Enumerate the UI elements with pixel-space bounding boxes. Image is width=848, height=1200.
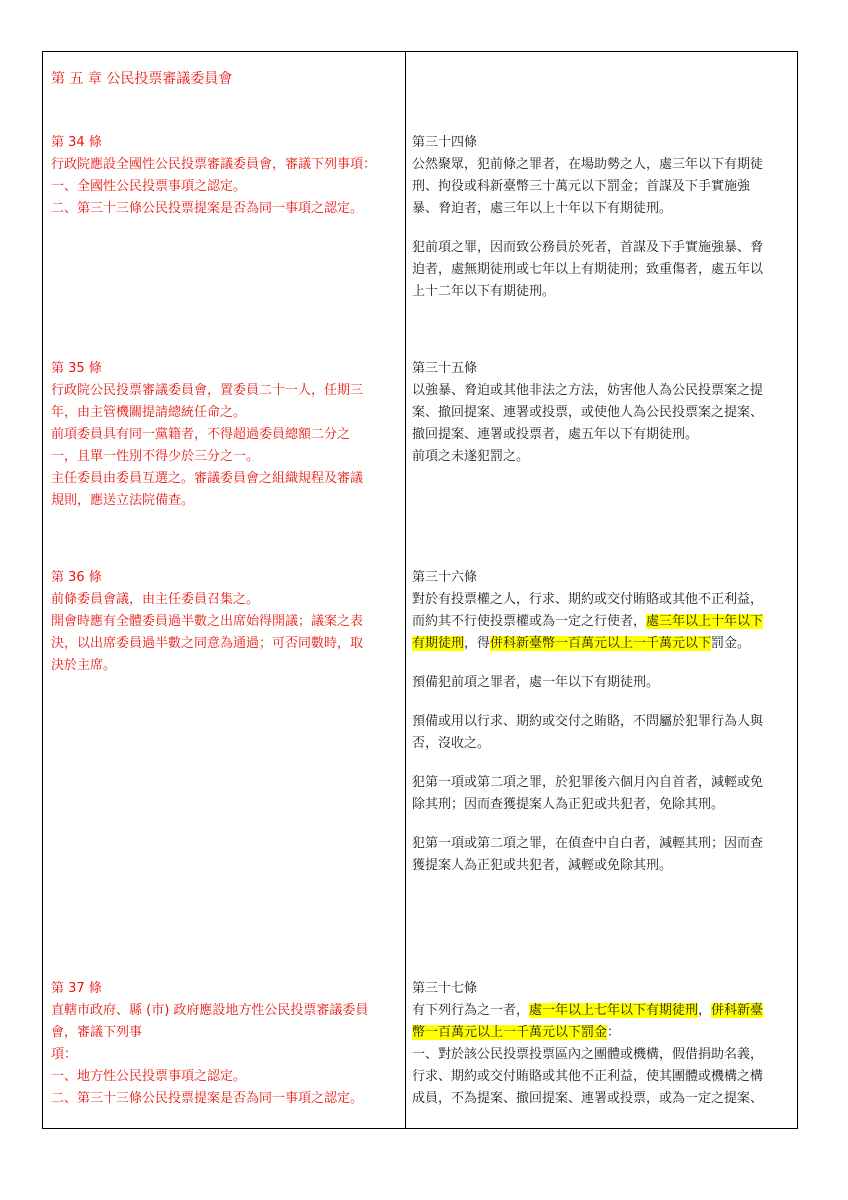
article-line: 會，審議下列事 (51, 1025, 143, 1040)
article-line: 犯第一項或第二項之罪，在偵查中自白者，減輕其刑；因而查 (412, 836, 764, 851)
article-title: 第 34 條 (51, 135, 102, 150)
article-line: 暴、脅迫者，處三年以上十年以下有期徒刑。 (412, 201, 673, 216)
article-35-amended (51, 358, 395, 512)
article-line: 以強暴、脅迫或其他非法之方法，妨害他人為公民投票案之提 (412, 383, 764, 398)
article-line: 開會時應有全體委員過半數之出席始得開議；議案之表 (51, 614, 364, 629)
article-line: 犯前項之罪，因而致公務員於死者，首謀及下手實施強暴、脅 (412, 240, 764, 255)
article-title: 第三十七條 (412, 981, 478, 996)
article-line: 主任委員由委員互選之。審議委員會之組織規程及審議 (51, 471, 364, 486)
article-line: 二、第三十三條公民投票提案是否為同一事項之認定。 (51, 201, 364, 216)
article-title: 第三十四條 (412, 135, 478, 150)
article-37-amended (51, 978, 395, 1110)
article-35-current (412, 358, 792, 468)
text-run: 罰金。 (711, 636, 751, 651)
article-line: 撤回提案、連署或投票者，處五年以下有期徒刑。 (412, 427, 699, 442)
article-line: 年，由主管機關提請總統任命之。 (51, 405, 247, 420)
highlighted-text: 有期徒刑 (412, 636, 465, 651)
article-37-current (412, 978, 792, 1110)
article-line: 案、撤回提案、連署或投票，或使他人為公民投票案之提案、 (412, 405, 764, 420)
highlighted-text: 處一年以上七年以下有期徒刑 (529, 1003, 699, 1018)
article-line: 決於主席。 (51, 658, 117, 673)
article-line: 一，且單一性別不得少於三分之一。 (51, 449, 260, 464)
article-line: 犯第一項或第二項之罪，於犯罪後六個月內自首者，減輕或免 (412, 775, 764, 790)
chapter-heading-block (51, 68, 395, 90)
highlighted-text: 併科新臺 (711, 1003, 764, 1018)
article-line: 行求、期約或交付賄賂或其他不正利益，使其團體或機構之構 (412, 1069, 764, 1084)
article-34-amended (51, 132, 395, 220)
article-line: 獲提案人為正犯或共犯者，減輕或免除其刑。 (412, 858, 673, 873)
article-line: 一、全國性公民投票事項之認定。 (51, 179, 247, 194)
article-line: 決，以出席委員過半數之同意為通過；可否同數時，取 (51, 636, 364, 651)
article-line: 上十二年以下有期徒刑。 (412, 284, 556, 299)
highlighted-text: 併科新臺幣一百萬元以上一千萬元以下 (490, 636, 712, 651)
article-line: 前條委員會議，由主任委員召集之。 (51, 592, 260, 607)
text-run: 而約其不行使投票權或為一定之行使者， (412, 614, 647, 629)
article-title: 第 36 條 (51, 570, 102, 585)
document-table (42, 51, 798, 1129)
article-36-amended (51, 567, 395, 677)
article-line: 除其刑；因而查獲提案人為正犯或共犯者，免除其刑。 (412, 797, 725, 812)
article-line: 二、第三十三條公民投票提案是否為同一事項之認定。 (51, 1091, 364, 1106)
article-line: 刑、拘役或科新臺幣三十萬元以下罰金；首謀及下手實施強 (412, 179, 751, 194)
article-line: 行政院應設全國性公民投票審議委員會，審議下列事項： (51, 157, 377, 172)
article-line (412, 1022, 792, 1044)
article-line: 成員，不為提案、撤回提案、連署或投票，或為一定之提案、 (412, 1091, 764, 1106)
article-line: 前項委員具有同一黨籍者，不得超過委員總額二分之 (51, 427, 351, 442)
article-line: 迫者，處無期徒刑或七年以上有期徒刑；致重傷者，處五年以 (412, 262, 764, 277)
article-line: 前項之未遂犯罰之。 (412, 449, 530, 464)
highlighted-text: 處三年以上十年以下 (646, 614, 764, 629)
article-34-current (412, 132, 792, 303)
text-run: ： (607, 1025, 621, 1040)
article-line: 項： (51, 1047, 78, 1062)
column-divider (405, 52, 406, 1128)
article-line: 一、地方性公民投票事項之認定。 (51, 1069, 247, 1084)
article-line: 預備或用以行求、期約或交付之賄賂，不問屬於犯罪行為人與 (412, 714, 764, 729)
text-run: 有下列行為之一者， (412, 1003, 530, 1018)
article-line (412, 611, 792, 633)
article-line (412, 1000, 792, 1022)
text-run: ，得 (464, 636, 491, 651)
article-line: 公然聚眾，犯前條之罪者，在場助勢之人，處三年以下有期徒 (412, 157, 764, 172)
article-line: 否，沒收之。 (412, 736, 491, 751)
article-line: 一、對於該公民投票投票區內之團體或機構，假借捐助名義， (412, 1047, 764, 1062)
article-line: 直轄市政府、縣 (市) 政府應設地方性公民投票審議委員 (51, 1003, 369, 1018)
article-title: 第 37 條 (51, 981, 102, 996)
article-line: 規則，應送立法院備查。 (51, 493, 195, 508)
article-title: 第三十六條 (412, 570, 478, 585)
highlighted-text: 幣一百萬元以上一千萬元以下罰金 (412, 1025, 608, 1040)
text-run: ， (698, 1003, 712, 1018)
article-title: 第三十五條 (412, 361, 478, 376)
chapter-title: 第 五 章 公民投票審議委員會 (51, 71, 233, 87)
article-line: 對於有投票權之人，行求、期約或交付賄賂或其他不正利益， (412, 592, 764, 607)
article-line (412, 633, 792, 655)
article-title: 第 35 條 (51, 361, 102, 376)
article-line: 行政院公民投票審議委員會，置委員二十一人，任期三 (51, 383, 364, 398)
article-36-current (412, 567, 792, 877)
article-line: 預備犯前項之罪者，處一年以下有期徒刑。 (412, 675, 660, 690)
